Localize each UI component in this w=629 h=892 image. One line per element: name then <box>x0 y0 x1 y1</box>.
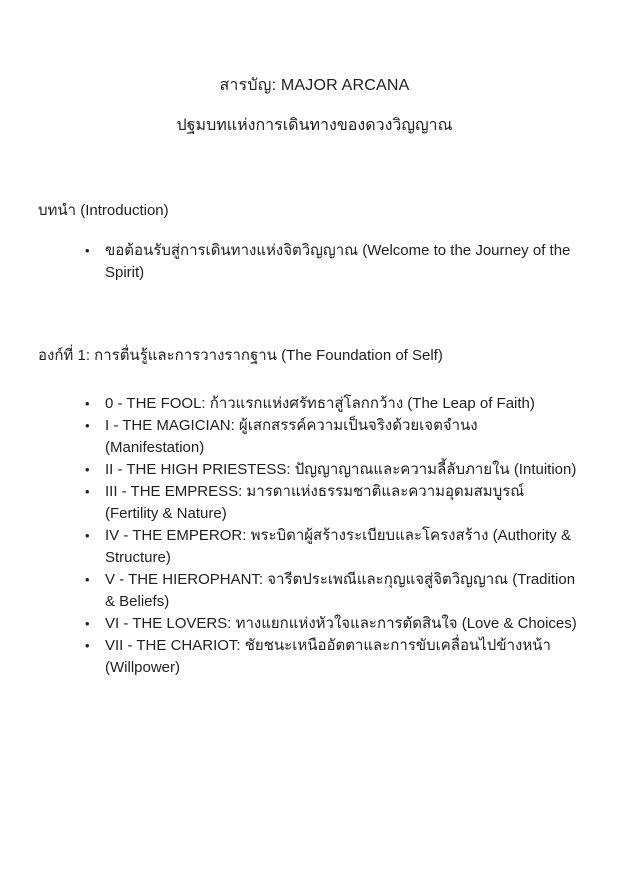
list-item: • III - THE EMPRESS: มารดาแห่งธรรมชาติและความอุดมสมบูรณ์ (Fertility & Nature) <box>105 481 580 525</box>
list-item: • VII - THE CHARIOT: ชัยชนะเหนืออัตตาและการขับเคลื่อนไปข้างหน้า (Willpower) <box>105 635 580 679</box>
list-item: • VI - THE LOVERS: ทางแยกแห่งหัวใจและการตัดสินใจ (Love & Choices) <box>105 613 580 635</box>
toc-list-introduction <box>0 240 629 284</box>
section-act-1 <box>0 345 629 679</box>
list-item: • 0 - THE FOOL: ก้าวแรกแห่งศรัทธาสู่โลกกว้าง (The Leap of Faith) <box>105 393 580 415</box>
list-item: • IV - THE EMPEROR: พระบิดาผู้สร้างระเบียบและโครงสร้าง (Authority & Structure) <box>105 525 580 569</box>
document-title: สารบัญ: MAJOR ARCANA <box>219 77 410 94</box>
list-item: • V - THE HIEROPHANT: จารีตประเพณีและกุญแจสู่จิตวิญญาณ (Tradition & Beliefs) <box>105 569 580 613</box>
toc-list-act-1 <box>0 393 629 679</box>
document-subtitle: ปฐมบทแห่งการเดินทางของดวงวิญญาณ <box>176 117 453 134</box>
section-introduction <box>0 200 629 284</box>
section-heading-introduction: บทนำ (Introduction) <box>38 202 169 219</box>
section-heading-act-1: องก์ที่ 1: การตื่นรู้และการวางรากฐาน (The Foundation of Self) <box>38 347 443 364</box>
list-item: • ขอต้อนรับสู่การเดินทางแห่งจิตวิญญาณ (Welcome to the Journey of the Spirit) <box>105 240 580 284</box>
list-item: • I - THE MAGICIAN: ผู้เสกสรรค์ความเป็นจริงด้วยเจตจำนง (Manifestation) <box>105 415 580 459</box>
list-item: • II - THE HIGH PRIESTESS: ปัญญาญาณและความลี้ลับภายใน (Intuition) <box>105 459 580 481</box>
